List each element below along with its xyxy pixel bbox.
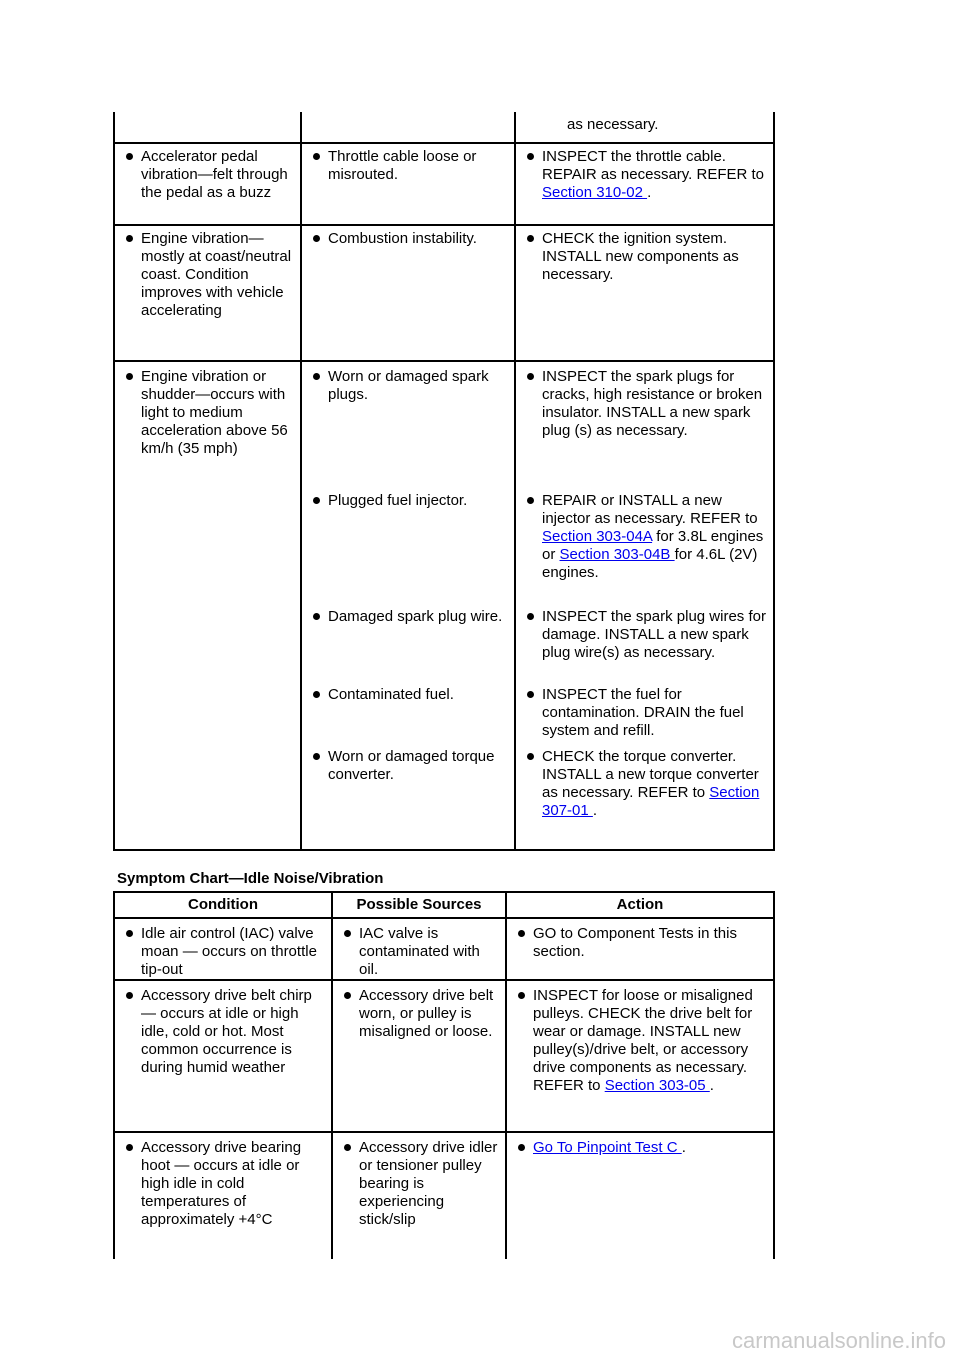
source-text: Damaged spark plug wire. xyxy=(306,608,510,686)
chart-title: Symptom Chart—Idle Noise/Vibration xyxy=(117,870,384,887)
action-text: INSPECT the spark plug wires for damage. INSTALL a new spark plug wire(s) as necessary. xyxy=(520,608,769,686)
action-text: CHECK the torque converter. INSTALL a new torque converter as necessary. REFER to Section 307-01 . xyxy=(520,748,769,820)
watermark: carmanualsonline.info xyxy=(731,1328,946,1353)
condition-text: Idle air control (IAC) valve moan — occurs on throttle tip-out xyxy=(119,925,327,979)
action-text: INSPECT the fuel for contamination. DRAIN the fuel system and refill. xyxy=(520,686,769,748)
source-text: Plugged fuel injector. xyxy=(306,492,510,608)
action-text: CHECK the ignition system. INSTALL new components as necessary. xyxy=(520,230,769,284)
table-row xyxy=(114,143,774,225)
source-text: Combustion instability. xyxy=(306,230,510,248)
condition-cell xyxy=(114,112,301,143)
action-text: INSPECT the throttle cable. REPAIR as necessary. REFER to Section 310-02 . xyxy=(520,148,769,202)
condition-text: Accelerator pedal vibration—felt through the pedal as a buzz xyxy=(119,148,296,202)
table-row xyxy=(114,112,774,143)
column-header: Possible Sources xyxy=(332,892,506,918)
table-row xyxy=(114,225,774,361)
section-link[interactable]: Section 303-04B xyxy=(559,546,675,563)
table-row xyxy=(114,1132,774,1259)
continuation-text: as necessary. xyxy=(567,116,659,133)
section-link[interactable]: Section 303-04A xyxy=(542,528,653,545)
symptom-table-idle-noise xyxy=(113,891,775,1259)
action-cell xyxy=(515,112,774,143)
table-row xyxy=(114,361,774,850)
source-text: Worn or damaged torque converter. xyxy=(306,748,510,784)
condition-text: Accessory drive bearing hoot — occurs at idle or high idle in cold temperatures of approximately +4°C xyxy=(119,1139,327,1229)
table-header-row xyxy=(114,892,774,918)
source-text: IAC valve is contaminated with oil. xyxy=(337,925,501,979)
condition-text: Engine vibration or shudder—occurs with light to medium acceleration above 56 km/h (35 mph) xyxy=(119,368,296,458)
pinpoint-test-link[interactable]: Go To Pinpoint Test C xyxy=(533,1139,682,1156)
section-link[interactable]: Section 303-05 xyxy=(604,1077,710,1094)
condition-text: Engine vibration—mostly at coast/neutral coast. Condition improves with vehicle accelerating xyxy=(119,230,296,320)
column-header: Condition xyxy=(114,892,332,918)
table-row xyxy=(114,918,774,980)
column-header: Action xyxy=(506,892,774,918)
action-text: REPAIR or INSTALL a new injector as necessary. REFER to Section 303-04A for 3.8L engines or Section 303-04B for 4.6L (2V) engines. xyxy=(520,492,769,608)
action-text: GO to Component Tests in this section. xyxy=(511,925,769,961)
source-text: Throttle cable loose or misrouted. xyxy=(306,148,510,184)
condition-text: Accessory drive belt chirp — occurs at idle or high idle, cold or hot. Most common occurrence is during humid weather xyxy=(119,987,327,1077)
source-cell xyxy=(301,112,515,143)
symptom-table-vibration xyxy=(113,112,775,851)
table-row xyxy=(114,980,774,1132)
action-text: INSPECT the spark plugs for cracks, high resistance or broken insulator. INSTALL a new spark plug (s) as necessary. xyxy=(520,368,769,492)
source-text: Accessory drive idler or tensioner pulley bearing is experiencing stick/slip xyxy=(337,1139,501,1229)
action-text: Go To Pinpoint Test C . xyxy=(511,1139,769,1157)
source-text: Accessory drive belt worn, or pulley is misaligned or loose. xyxy=(337,987,501,1041)
action-text: INSPECT for loose or misaligned pulleys. CHECK the drive belt for wear or damage. INSTALL new pulley(s)/drive belt, or accessory drive components as necessary. REFER to Section 303-05 . xyxy=(511,987,769,1095)
section-link[interactable]: Section 307-01 xyxy=(542,784,760,819)
source-text: Worn or damaged spark plugs. xyxy=(306,368,510,492)
source-text: Contaminated fuel. xyxy=(306,686,510,748)
section-link[interactable]: Section 310-02 xyxy=(542,184,648,201)
